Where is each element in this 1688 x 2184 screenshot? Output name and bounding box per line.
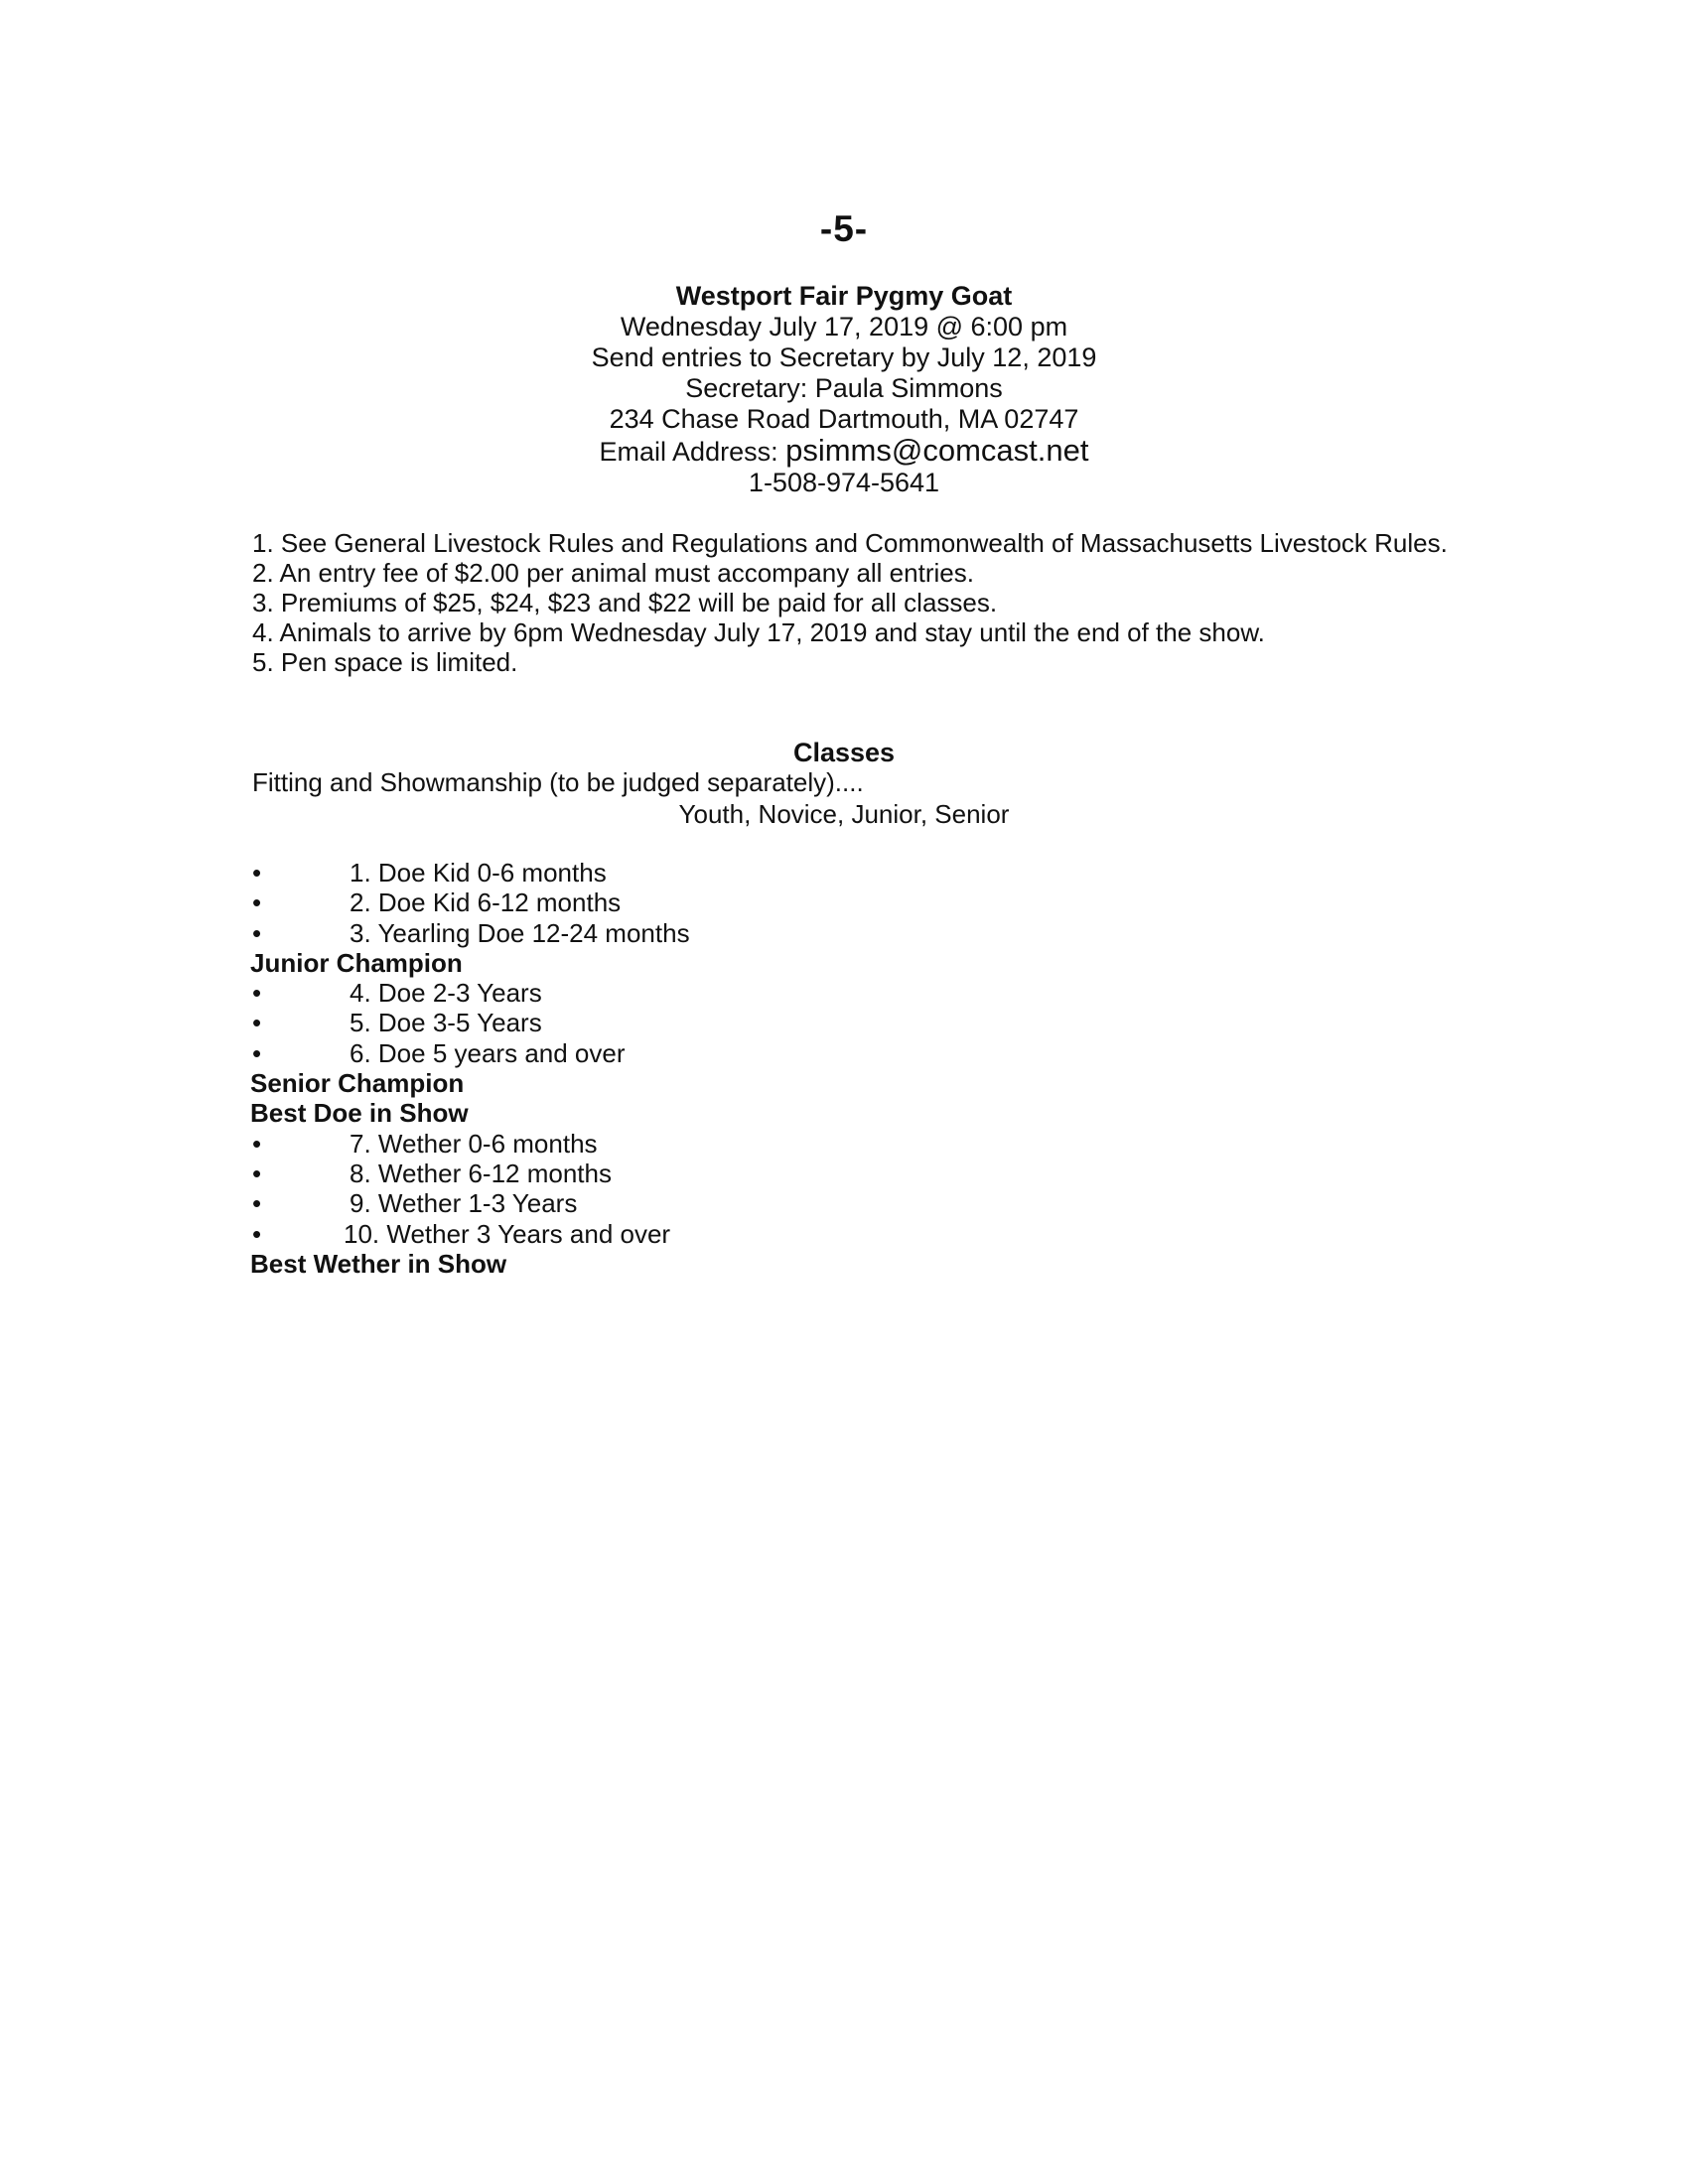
rule-item: 3. Premiums of $25, $24, $23 and $22 will be paid for all classes. bbox=[252, 588, 998, 617]
class-list bbox=[250, 858, 690, 1279]
rules-list bbox=[252, 528, 1483, 677]
award-senior-champion: Senior Champion bbox=[250, 1068, 465, 1099]
bullet-icon: • bbox=[252, 858, 262, 887]
rule-item: 5. Pen space is limited. bbox=[252, 647, 518, 677]
bullet-icon: • bbox=[252, 917, 262, 948]
show-date: Wednesday July 17, 2019 @ 6:00 pm bbox=[620, 312, 1068, 341]
show-header bbox=[0, 281, 1688, 498]
bullet-icon: • bbox=[252, 1218, 262, 1249]
award-best-wether: Best Wether in Show bbox=[250, 1248, 507, 1279]
class-item bbox=[250, 1128, 598, 1159]
award-junior-champion: Junior Champion bbox=[250, 947, 463, 978]
class-label: 10. Wether 3 Years and over bbox=[344, 1218, 671, 1249]
rule-item: 2. An entry fee of $2.00 per animal must accompany all entries. bbox=[252, 558, 974, 588]
class-item bbox=[250, 1037, 626, 1068]
class-item bbox=[250, 978, 542, 1009]
bullet-icon: • bbox=[252, 1128, 262, 1159]
phone-number: 1-508-974-5641 bbox=[748, 468, 940, 497]
email-address: psimms@comcast.net bbox=[785, 433, 1089, 468]
secretary-address: 234 Chase Road Dartmouth, MA 02747 bbox=[609, 404, 1079, 434]
secretary-name: Secretary: Paula Simmons bbox=[685, 373, 1003, 403]
class-label: 1. Doe Kid 0-6 months bbox=[350, 858, 607, 887]
bullet-icon: • bbox=[252, 1158, 262, 1188]
fitting-showmanship: Fitting and Showmanship (to be judged separately).... bbox=[252, 767, 864, 797]
class-label: 7. Wether 0-6 months bbox=[350, 1128, 598, 1159]
class-item bbox=[250, 1008, 542, 1038]
bullet-icon: • bbox=[252, 887, 262, 918]
class-label: 5. Doe 3-5 Years bbox=[350, 1008, 542, 1038]
bullet-icon: • bbox=[252, 1037, 262, 1068]
bullet-icon: • bbox=[252, 1008, 262, 1038]
page-number: -5- bbox=[819, 208, 869, 249]
class-label: 4. Doe 2-3 Years bbox=[350, 978, 542, 1009]
bullet-icon: • bbox=[252, 978, 262, 1009]
rule-item: 4. Animals to arrive by 6pm Wednesday July 17, 2019 and stay until the end of the show. bbox=[252, 617, 1265, 647]
class-label: 8. Wether 6-12 months bbox=[350, 1158, 612, 1188]
showmanship-divisions: Youth, Novice, Junior, Senior bbox=[678, 799, 1010, 829]
rule-item: 1. See General Livestock Rules and Regulations and Commonwealth of Massachusetts Livestock Rules. bbox=[252, 528, 1448, 558]
class-item bbox=[250, 858, 607, 887]
class-label: 2. Doe Kid 6-12 months bbox=[350, 887, 622, 918]
email-line bbox=[0, 435, 1688, 468]
class-label: 6. Doe 5 years and over bbox=[350, 1037, 626, 1068]
class-item bbox=[250, 887, 622, 918]
award-best-doe: Best Doe in Show bbox=[250, 1098, 469, 1129]
class-item bbox=[250, 1188, 578, 1219]
email-label: Email Address: bbox=[599, 437, 786, 467]
classes-heading: Classes bbox=[792, 738, 896, 767]
class-label: 9. Wether 1-3 Years bbox=[350, 1188, 578, 1219]
bullet-icon: • bbox=[252, 1188, 262, 1219]
class-item bbox=[250, 917, 690, 948]
class-item bbox=[250, 1158, 612, 1188]
show-title: Westport Fair Pygmy Goat bbox=[675, 281, 1013, 311]
class-item bbox=[250, 1218, 671, 1249]
entries-deadline: Send entries to Secretary by July 12, 2019 bbox=[591, 342, 1097, 372]
class-label: 3. Yearling Doe 12-24 months bbox=[350, 917, 690, 948]
